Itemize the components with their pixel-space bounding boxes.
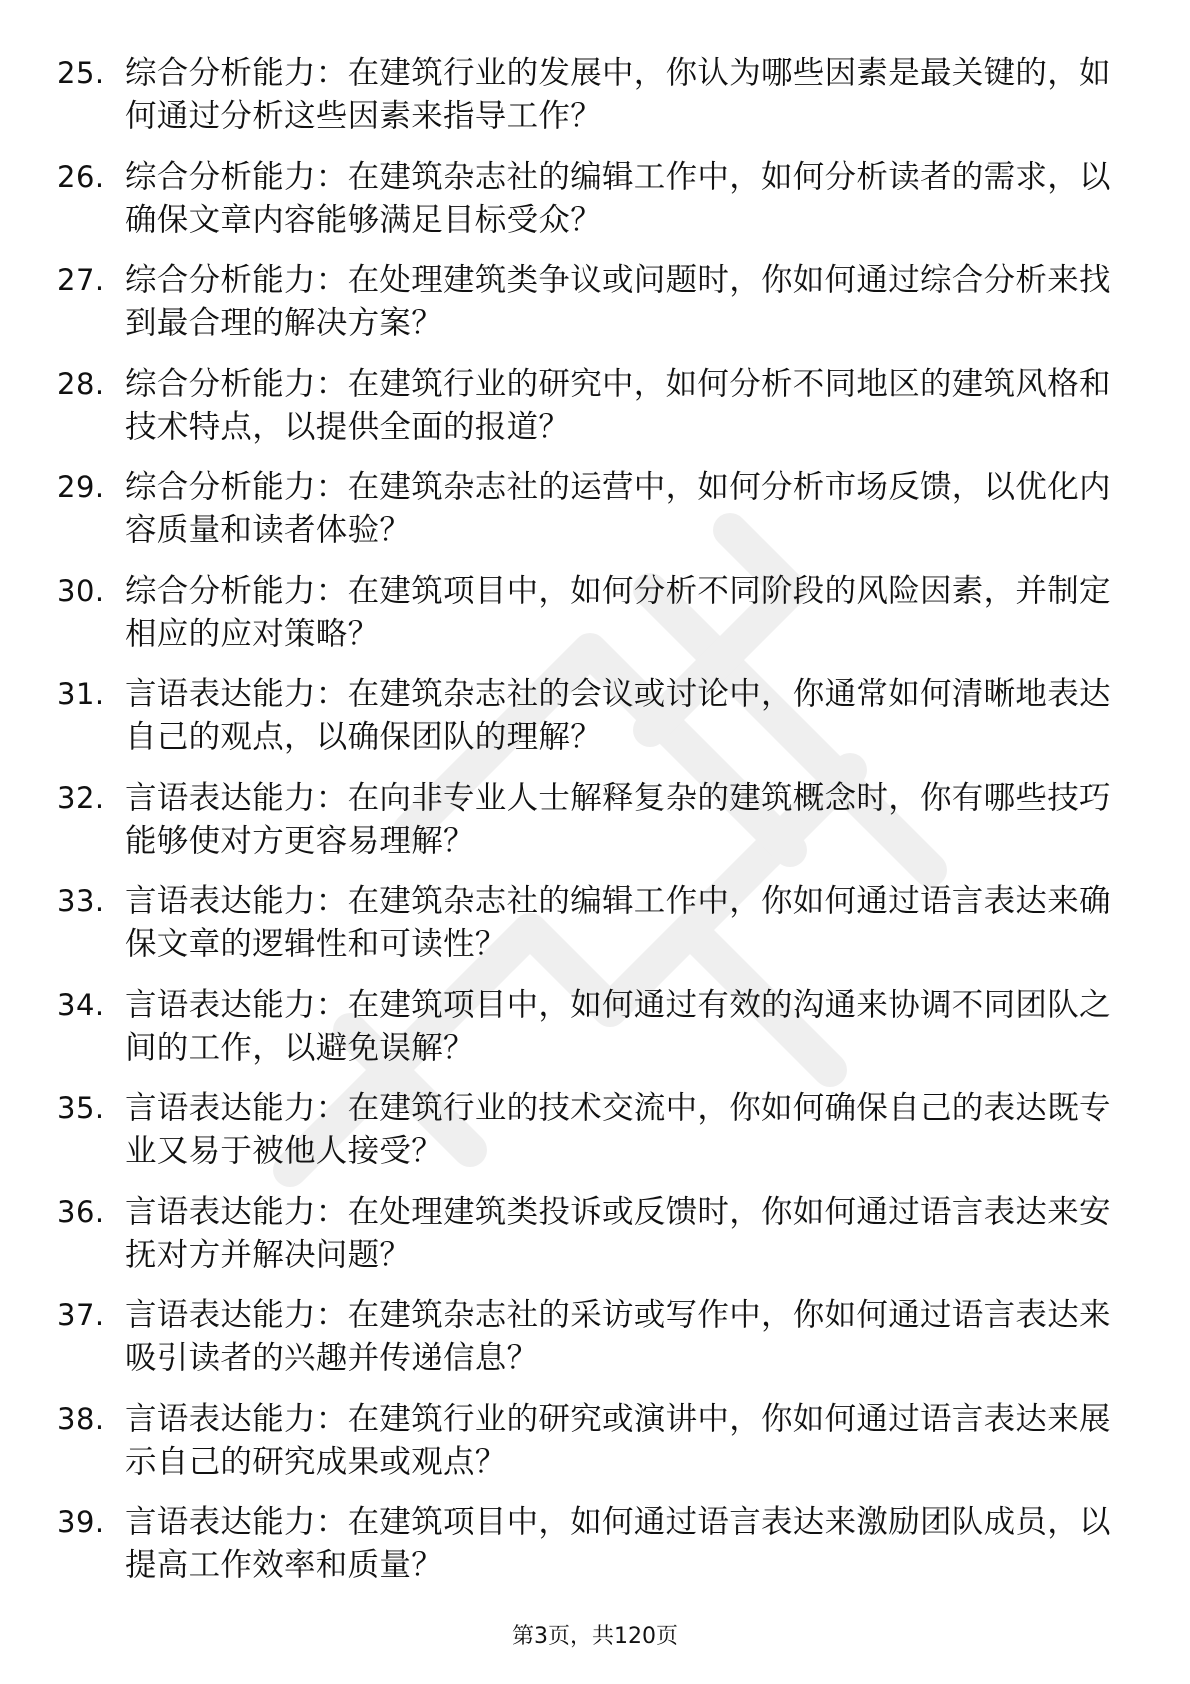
item-number: 34. xyxy=(57,987,105,1022)
list-item xyxy=(57,259,1117,363)
item-text: 言语表达能力：在建筑杂志社的会议或讨论中，你通常如何清晰地表达自己的观点，以确保团队的理解？ xyxy=(125,676,1111,755)
list-item xyxy=(57,880,1117,984)
item-number: 37. xyxy=(57,1298,105,1332)
item-number: 32. xyxy=(57,780,105,815)
page-footer: 第3页，共120页 xyxy=(512,1624,678,1649)
list-item xyxy=(57,1087,1117,1191)
item-text: 综合分析能力：在建筑杂志社的编辑工作中，如何分析读者的需求，以确保文章内容能够满足目标受众？ xyxy=(125,158,1111,238)
question-list xyxy=(57,52,1117,1605)
item-text: 综合分析能力：在建筑行业的研究中，如何分析不同地区的建筑风格和技术特点，以提供全面的报道？ xyxy=(125,365,1111,445)
item-text: 言语表达能力：在建筑杂志社的采访或写作中，你如何通过语言表达来吸引读者的兴趣并传递信息？ xyxy=(125,1297,1111,1376)
item-text: 综合分析能力：在建筑项目中，如何分析不同阶段的风险因素，并制定相应的应对策略？ xyxy=(125,572,1111,652)
item-number: 30. xyxy=(57,573,105,608)
item-number: 29. xyxy=(57,470,105,504)
item-text: 言语表达能力：在建筑杂志社的编辑工作中，你如何通过语言表达来确保文章的逻辑性和可读性？ xyxy=(125,883,1111,962)
item-text: 言语表达能力：在建筑项目中，如何通过有效的沟通来协调不同团队之间的工作，以避免误解？ xyxy=(125,986,1111,1066)
list-item xyxy=(57,1191,1117,1295)
item-text: 言语表达能力：在向非专业人士解释复杂的建筑概念时，你有哪些技巧能够使对方更容易理解？ xyxy=(125,779,1111,859)
list-item xyxy=(57,1398,1117,1502)
item-text: 言语表达能力：在建筑项目中，如何通过语言表达来激励团队成员，以提高工作效率和质量？ xyxy=(125,1504,1111,1583)
item-number: 36. xyxy=(57,1194,105,1229)
item-number: 28. xyxy=(57,366,105,401)
item-number: 31. xyxy=(57,677,105,711)
list-item xyxy=(57,984,1117,1088)
list-item xyxy=(57,570,1117,674)
item-number: 26. xyxy=(57,159,105,194)
item-number: 39. xyxy=(57,1505,105,1539)
list-item xyxy=(57,777,1117,881)
item-text: 言语表达能力：在建筑行业的研究或演讲中，你如何通过语言表达来展示自己的研究成果或观点？ xyxy=(125,1400,1111,1480)
item-number: 33. xyxy=(57,884,105,918)
item-number: 35. xyxy=(57,1091,105,1125)
list-item xyxy=(57,673,1117,777)
item-number: 25. xyxy=(57,56,105,90)
list-item xyxy=(57,1294,1117,1398)
list-item xyxy=(57,156,1117,260)
list-item xyxy=(57,363,1117,467)
item-text: 言语表达能力：在建筑行业的技术交流中，你如何确保自己的表达既专业又易于被他人接受？ xyxy=(125,1090,1111,1169)
item-text: 综合分析能力：在建筑行业的发展中，你认为哪些因素是最关键的，如何通过分析这些因素来指导工作？ xyxy=(125,55,1111,134)
item-text: 综合分析能力：在建筑杂志社的运营中，如何分析市场反馈，以优化内容质量和读者体验？ xyxy=(125,469,1111,548)
list-item xyxy=(57,52,1117,156)
item-text: 综合分析能力：在处理建筑类争议或问题时，你如何通过综合分析来找到最合理的解决方案？ xyxy=(125,262,1111,341)
item-text: 言语表达能力：在处理建筑类投诉或反馈时，你如何通过语言表达来安抚对方并解决问题？ xyxy=(125,1193,1111,1273)
item-number: 38. xyxy=(57,1401,105,1436)
list-item xyxy=(57,1501,1117,1605)
item-number: 27. xyxy=(57,263,105,297)
list-item xyxy=(57,466,1117,570)
